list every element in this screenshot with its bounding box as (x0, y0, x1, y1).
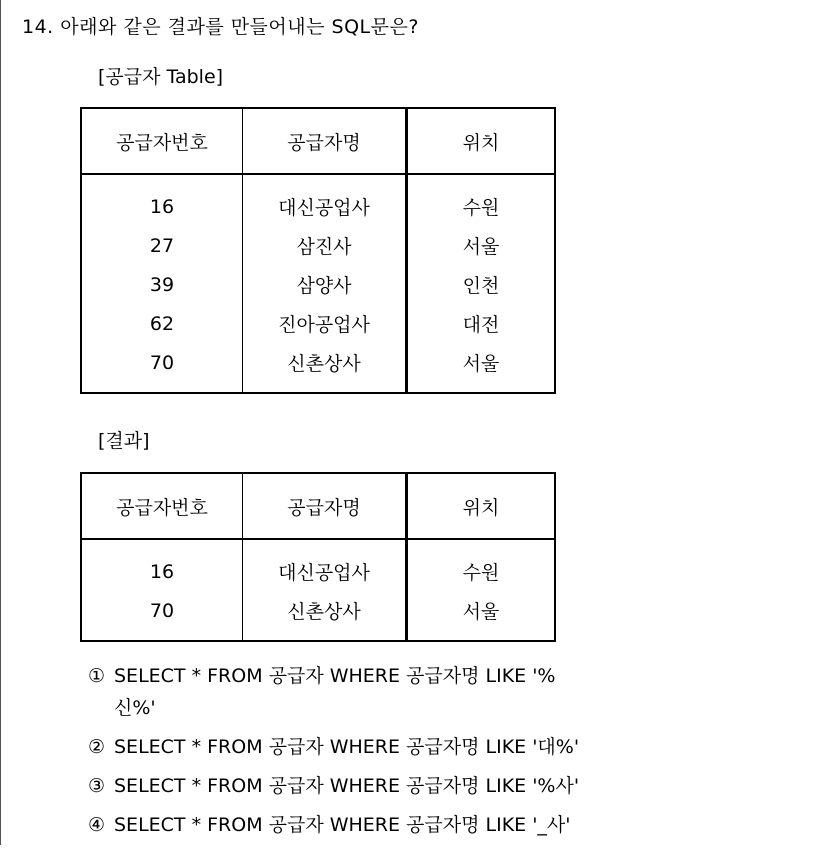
option-number: ① (88, 665, 106, 687)
option-3[interactable] (88, 770, 579, 802)
supplier-table-caption: [공급자 Table] (98, 66, 224, 88)
table-row (81, 591, 555, 641)
header-location: 위치 (407, 473, 556, 539)
option-number: ④ (88, 814, 106, 836)
option-text: SELECT * FROM 공급자 WHERE 공급자명 LIKE '_사' (114, 814, 571, 836)
page-border (0, 0, 1, 845)
table-row (81, 539, 555, 591)
supplier-table (80, 107, 556, 394)
cell: 대전 (462, 314, 500, 336)
cell: 16 (81, 174, 243, 226)
header-supplier-no: 공급자번호 (81, 108, 243, 174)
option-1[interactable] (88, 660, 579, 724)
cell: 인천 (462, 275, 500, 297)
cell: 70 (81, 343, 243, 393)
cell: 서울 (462, 601, 500, 623)
question-title: 14. 아래와 같은 결과를 만들어내는 SQL문은? (22, 16, 419, 38)
table-row (81, 226, 555, 265)
answer-options (88, 660, 579, 848)
cell: 서울 (462, 236, 500, 258)
table-row (81, 174, 555, 226)
table-header-row (81, 473, 555, 539)
result-table (80, 472, 556, 642)
header-supplier-name: 공급자명 (243, 473, 407, 539)
cell: 삼진사 (243, 226, 407, 265)
option-text: SELECT * FROM 공급자 WHERE 공급자명 LIKE '%사' (114, 775, 580, 797)
cell: 수원 (462, 562, 500, 584)
header-supplier-no: 공급자번호 (81, 473, 243, 539)
cell: 39 (81, 265, 243, 304)
header-location: 위치 (407, 108, 556, 174)
table-header-row (81, 108, 555, 174)
table-row (81, 304, 555, 343)
cell: 70 (81, 591, 243, 641)
option-text-continued: 신%' (114, 697, 156, 719)
option-number: ③ (88, 775, 106, 797)
cell: 62 (81, 304, 243, 343)
option-4[interactable] (88, 809, 579, 841)
cell: 대신공업사 (243, 539, 407, 591)
cell: 신촌상사 (243, 343, 407, 393)
cell: 삼양사 (243, 265, 407, 304)
header-supplier-name: 공급자명 (243, 108, 407, 174)
result-table-caption: [결과] (98, 430, 150, 452)
cell: 대신공업사 (243, 174, 407, 226)
cell: 16 (81, 539, 243, 591)
cell: 진아공업사 (243, 304, 407, 343)
table-row (81, 265, 555, 304)
cell: 서울 (462, 353, 500, 375)
option-2[interactable] (88, 731, 579, 763)
table-row (81, 343, 555, 393)
cell: 27 (81, 226, 243, 265)
cell: 수원 (462, 197, 500, 219)
option-text: SELECT * FROM 공급자 WHERE 공급자명 LIKE '% (114, 665, 556, 687)
option-text: SELECT * FROM 공급자 WHERE 공급자명 LIKE '대%' (114, 736, 580, 758)
option-number: ② (88, 736, 106, 758)
cell: 신촌상사 (243, 591, 407, 641)
